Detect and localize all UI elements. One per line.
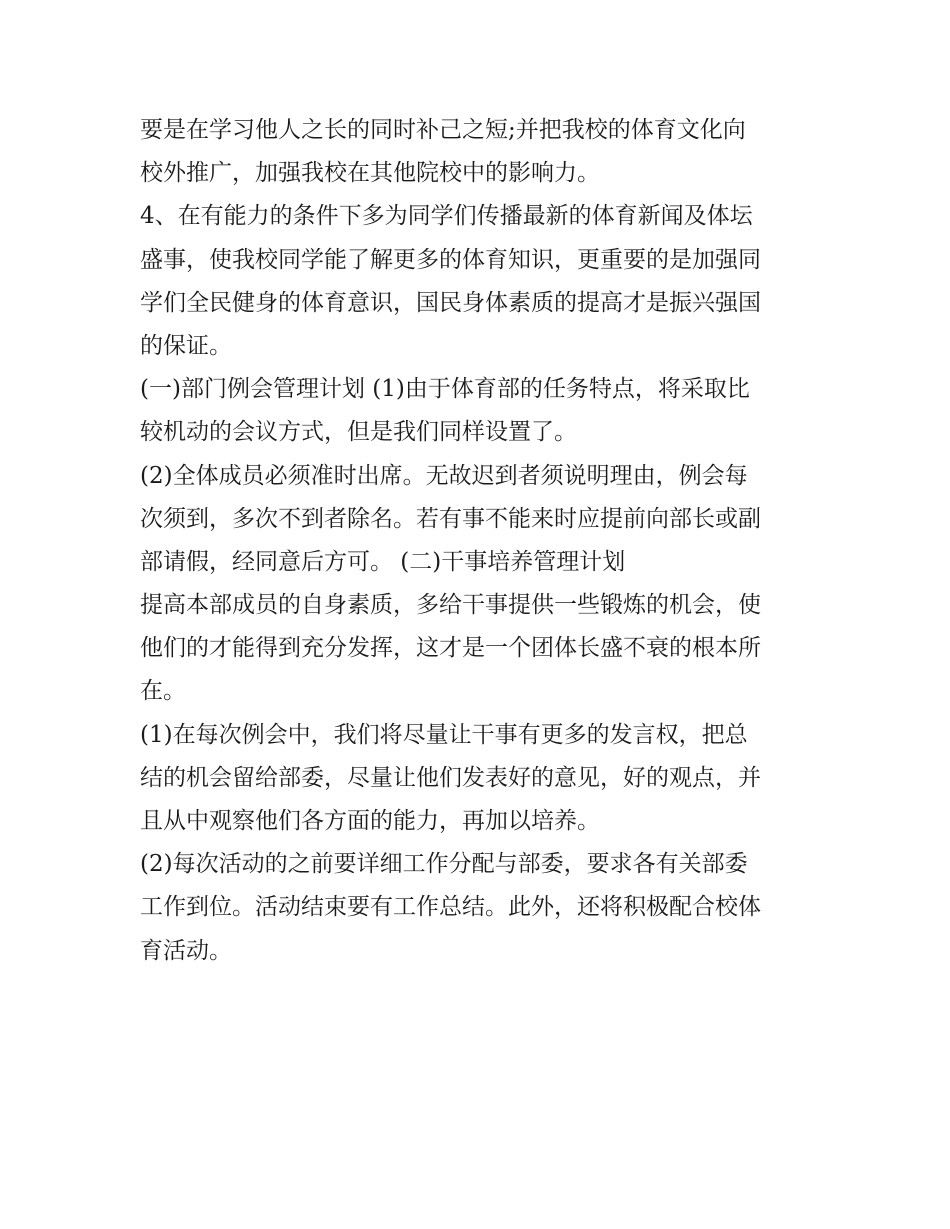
text-line: 部请假，经同意后方可。 (二)干事培养管理计划: [140, 548, 626, 575]
text-line: 工作到位。活动结束要有工作总结。此外，还将积极配合校体: [140, 894, 761, 921]
text-line: 且从中观察他们各方面的能力，再加以培养。: [140, 808, 600, 834]
text-line: 提高本部成员的自身素质，多给干事提供一些锻炼的机会，使: [140, 592, 761, 619]
text-line: 盛事，使我校同学能了解更多的体育知识，更重要的是加强同: [140, 246, 761, 273]
text-line: 较机动的会议方式，但是我们同样设置了。: [140, 419, 577, 446]
text-line: 他们的才能得到充分发挥，这才是一个团体长盛不衰的根本所: [140, 635, 761, 662]
text-line: (2)全体成员必须准时出席。无故迟到者须说明理由，例会每: [140, 462, 748, 489]
text-line: (2)每次活动的之前要详细工作分配与部委，要求各有关部委: [140, 851, 748, 878]
text-line: 学们全民健身的体育意识，国民身体素质的提高才是振兴强国: [140, 289, 761, 316]
text-line: (一)部门例会管理计划 (1)由于体育部的任务特点，将采取比: [140, 376, 750, 403]
text-line: 育活动。: [140, 937, 232, 964]
text-line: 4、在有能力的条件下多为同学们传播最新的体育新闻及体坛: [140, 203, 753, 230]
text-line: 要是在学习他人之长的同时补己之短;并把我校的体育文化向: [140, 117, 746, 143]
text-line: (1)在每次例会中，我们将尽量让干事有更多的发言权，把总: [140, 721, 748, 748]
text-line: 结的机会留给部委，尽量让他们发表好的意见，好的观点，并: [140, 764, 761, 791]
text-line: 校外推广，加强我校在其他院校中的影响力。: [140, 160, 600, 187]
text-line: 的保证。: [140, 332, 232, 359]
text-line: 次须到，多次不到者除名。若有事不能来时应提前向部长或副: [140, 505, 761, 532]
text-line: 在。: [140, 678, 186, 705]
document-body: [140, 109, 830, 973]
